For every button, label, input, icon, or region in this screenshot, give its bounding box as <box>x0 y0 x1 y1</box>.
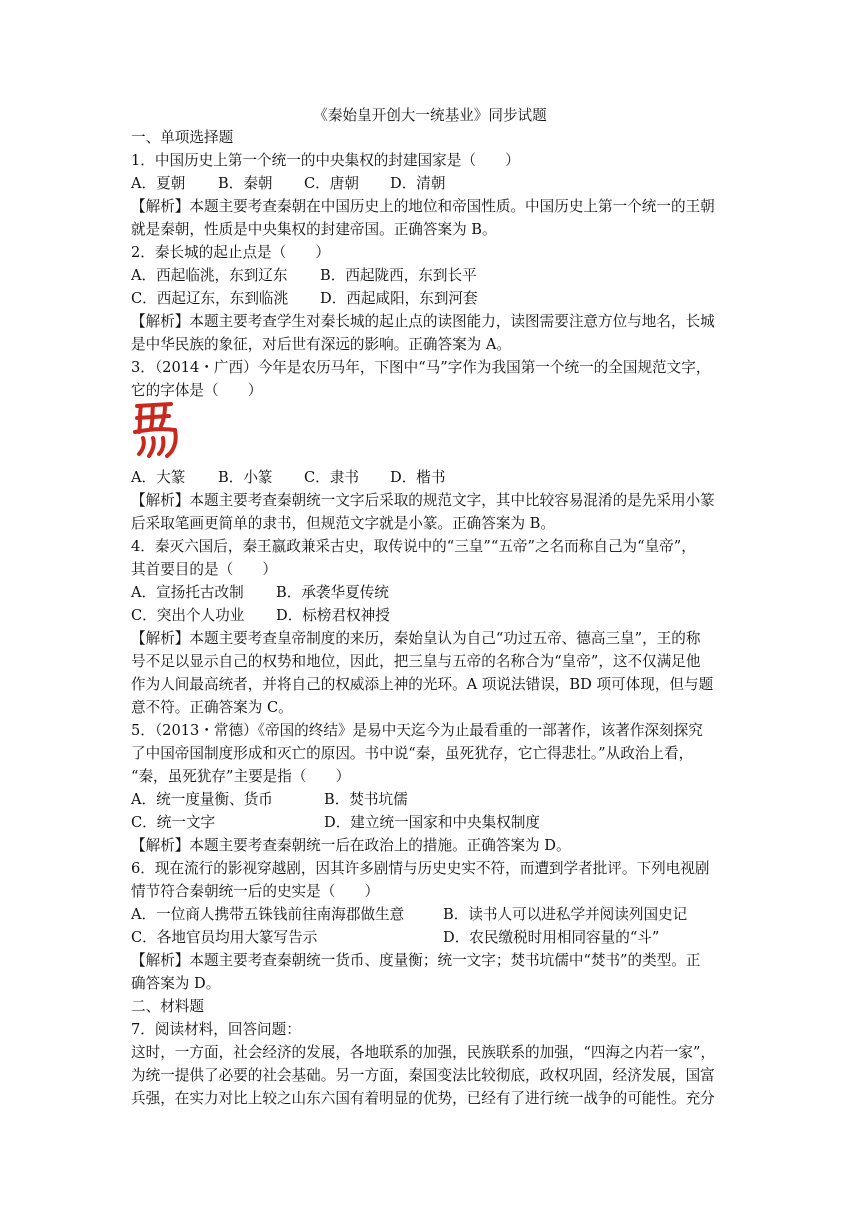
option: C．唐朝 <box>304 175 359 192</box>
section-heading: 一、单项选择题 <box>131 129 234 146</box>
question-stem: 它的字体是（ ） <box>131 382 263 399</box>
option-row <box>131 904 731 926</box>
analysis-text: 【解析】本题主要考查秦朝统一货币、度量衡；统一文字；焚书坑儒中“焚书”的类型。正 <box>131 952 701 969</box>
option-row <box>131 812 731 834</box>
option-row <box>131 927 731 949</box>
question-stem: 3．（2014・广西）今年是农历马年，下图中“马”字作为我国第一个统一的全国规范文字， <box>131 359 711 376</box>
material-text: 这时，一方面，社会经济的发展，各地联系的加强，民族联系的加强，“四海之内若一家”， <box>131 1044 716 1061</box>
option: B．承袭华夏传统 <box>276 584 389 601</box>
question-stem: 情节符合秦朝统一后的史实是（ ） <box>131 883 380 900</box>
seal-script-horse-icon <box>131 398 183 462</box>
option-row <box>131 582 731 604</box>
analysis-text: 【解析】本题主要考查学生对秦长城的起止点的读图能力，读图需要注意方位与地名，长城 <box>131 313 715 330</box>
analysis-text: 【解析】本题主要考查秦朝在中国历史上的地位和帝国性质。中国历史上第一个统一的王朝 <box>131 198 715 215</box>
option-row <box>131 265 731 287</box>
analysis-text: 作为人间最高统者，并将自己的权威添上神的光环。A 项说法错误，BD 项可体现，但与题 <box>131 676 714 693</box>
option: A．夏朝 <box>131 175 186 192</box>
option-row <box>131 467 731 489</box>
option: B．读书人可以进私学并阅读列国史记 <box>443 906 688 923</box>
analysis-text: 确答案为 D。 <box>131 975 221 992</box>
question-stem: 6．现在流行的影视穿越剧，因其许多剧情与历史史实不符，而遭到学者批评。下列电视剧 <box>131 860 710 877</box>
option: D．西起咸阳，东到河套 <box>320 290 478 307</box>
analysis-text: 后采取笔画更简单的隶书，但规范文字就是小篆。正确答案为 B。 <box>131 515 555 532</box>
analysis-text: 就是秦朝，性质是中央集权的封建帝国。正确答案为 B。 <box>131 221 497 238</box>
option: C．统一文字 <box>131 814 216 831</box>
option-row <box>131 173 731 195</box>
option: D．清朝 <box>390 175 446 192</box>
option-row <box>131 789 731 811</box>
option: D．建立统一国家和中央集权制度 <box>324 814 541 831</box>
option: A．统一度量衡、货币 <box>131 791 273 808</box>
analysis-text: 号不足以显示自己的权势和地位，因此，把三皇与五帝的名称合为“皇帝”，这不仅满足他 <box>131 653 701 670</box>
section-heading: 二、材料题 <box>131 998 204 1015</box>
option-row <box>131 288 731 310</box>
analysis-text: 【解析】本题主要考查皇帝制度的来历，秦始皇认为自己“功过五帝、德高三皇”，王的称 <box>131 630 701 647</box>
question-stem: 2．秦长城的起止点是（ ） <box>131 244 331 261</box>
option: D．农民缴税时用相同容量的“斗” <box>443 929 660 946</box>
option: D．标榜君权神授 <box>276 607 390 624</box>
option: A．宣扬托古改制 <box>131 584 244 601</box>
question-stem: 5．（2013・常德）《帝国的终结》是易中天迄今为止最看重的一部著作，该著作深刻探究 <box>131 722 703 739</box>
question-stem: “秦，虽死犹存”主要是指（ ） <box>131 768 351 785</box>
question-stem: 了中国帝国制度形成和灭亡的原因。书中说“秦，虽死犹存，它亡得悲壮。”从政治上看， <box>131 745 694 762</box>
analysis-text: 【解析】本题主要考查秦朝统一文字后采取的规范文字，其中比较容易混淆的是先采用小篆 <box>131 492 715 509</box>
option: C．隶书 <box>304 469 359 486</box>
question-stem: 1．中国历史上第一个统一的中央集权的封建国家是（ ） <box>131 152 520 169</box>
option-row <box>131 605 731 627</box>
option: B．焚书坑儒 <box>324 791 408 808</box>
option: C．突出个人功业 <box>131 607 245 624</box>
option: A．一位商人携带五铢钱前往南海郡做生意 <box>131 906 405 923</box>
question-stem: 4．秦灭六国后，秦王嬴政兼采古史，取传说中的“三皇”“五帝”之名而称自己为“皇帝”， <box>131 538 696 555</box>
option: A．大篆 <box>131 469 186 486</box>
question-stem: 7．阅读材料，回答问题： <box>131 1021 301 1038</box>
analysis-text: 意不符。正确答案为 C。 <box>131 699 293 716</box>
material-text: 兵强，在实力对比上较之山东六国有着明显的优势，已经有了进行统一战争的可能性。充分 <box>131 1090 715 1107</box>
option: C．各地官员均用大篆写告示 <box>131 929 318 946</box>
analysis-text: 是中华民族的象征，对后世有深远的影响。正确答案为 A。 <box>131 336 512 353</box>
option: A．西起临洮，东到辽东 <box>131 267 288 284</box>
option: D．楷书 <box>390 469 446 486</box>
document-title: 《秦始皇开创大一统基业》同步试题 <box>313 107 547 124</box>
analysis-text: 【解析】本题主要考查秦朝统一后在政治上的措施。正确答案为 D。 <box>131 837 571 854</box>
option: B．秦朝 <box>218 175 273 192</box>
option: B．小篆 <box>218 469 273 486</box>
option: B．西起陇西，东到长平 <box>320 267 477 284</box>
material-text: 为统一提供了必要的社会基础。另一方面，秦国变法比较彻底，政权巩固，经济发展，国富 <box>131 1067 715 1084</box>
question-stem: 其首要目的是（ ） <box>131 561 277 578</box>
option: C．西起辽东，东到临洮 <box>131 290 289 307</box>
